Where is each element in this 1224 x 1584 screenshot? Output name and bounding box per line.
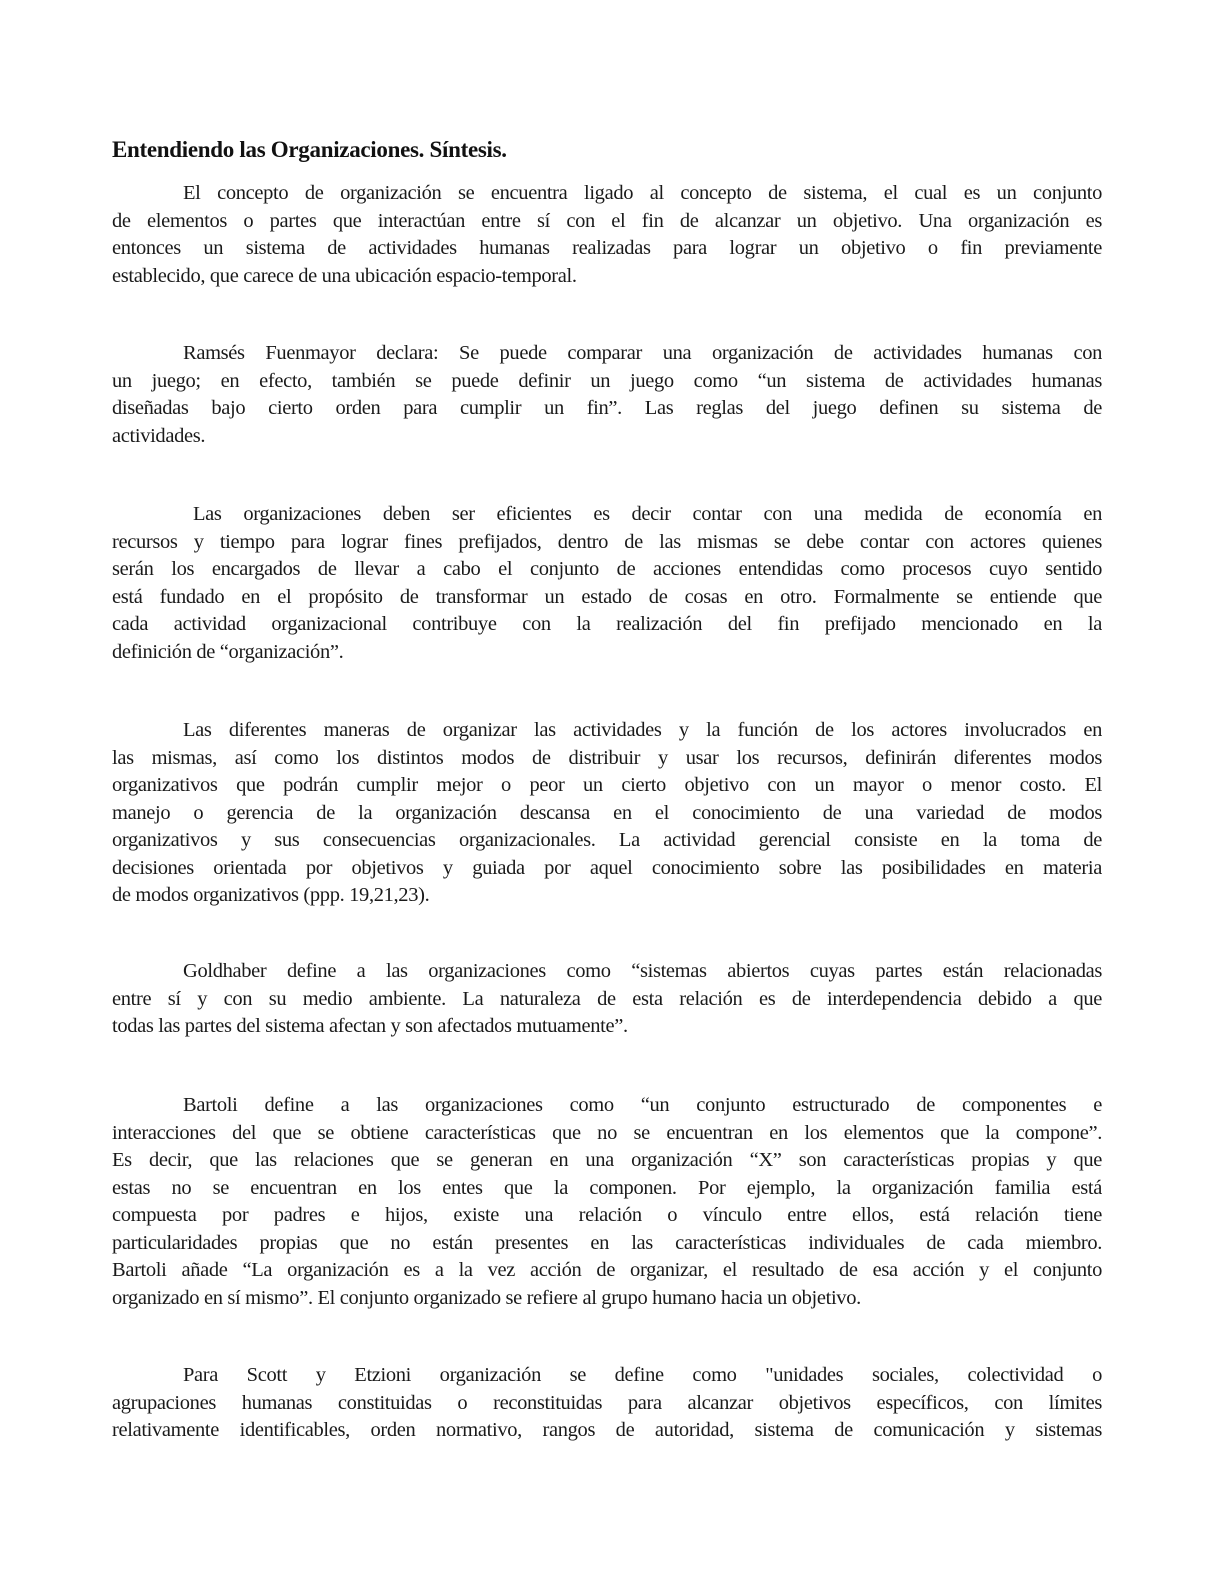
- paragraph-maneras: [112, 717, 1102, 910]
- paragraph-line: serán los encargados de llevar a cabo el conjunto de acciones entendidas como procesos cuyo sentido: [112, 558, 1102, 580]
- paragraph-line: cada actividad organizacional contribuye con la realización del fin prefijado mencionado en la: [112, 613, 1102, 635]
- paragraph-line: compuesta por padres e hijos, existe una relación o vínculo entre ellos, está relación tiene: [112, 1204, 1102, 1226]
- paragraph-line: diseñadas bajo cierto orden para cumplir un fin”. Las reglas del juego definen su sistema de: [112, 397, 1102, 419]
- paragraph-line: decisiones orientada por objetivos y guiada por aquel conocimiento sobre las posibilidades en materia: [112, 856, 1102, 879]
- paragraph-fuenmayor: [112, 340, 1102, 450]
- paragraph-line: relativamente identificables, orden normativo, rangos de autoridad, sistema de comunicación y sistemas: [112, 1419, 1102, 1441]
- paragraph-concepto: [112, 180, 1102, 290]
- paragraph-goldhaber: [112, 958, 1102, 1041]
- document-title: Entendiendo las Organizaciones. Síntesis.: [112, 137, 507, 162]
- paragraph-line: de modos organizativos (ppp. 19,21,23).: [112, 884, 430, 906]
- paragraph-line: de elementos o partes que interactúan entre sí con el fin de alcanzar un objetivo. Una organización es: [112, 209, 1102, 232]
- paragraph-line: Para Scott y Etzioni organización se define como "unidades sociales, colectividad o: [183, 1364, 1102, 1386]
- paragraph-line: Las diferentes maneras de organizar las actividades y la función de los actores involucrados en: [183, 719, 1102, 741]
- paragraph-line: definición de “organización”.: [112, 640, 344, 663]
- paragraph-scott-etzioni: [112, 1362, 1102, 1445]
- paragraph-line: entonces un sistema de actividades humanas realizadas para lograr un objetivo o fin previamente: [112, 237, 1102, 259]
- paragraph-line: estas no se encuentran en los entes que la componen. Por ejemplo, la organización familia está: [112, 1176, 1102, 1199]
- paragraph-line: recursos y tiempo para lograr fines prefijados, dentro de las mismas se debe contar con actores quienes: [112, 530, 1102, 553]
- paragraph-line: establecido, que carece de una ubicación espacio-temporal.: [112, 264, 577, 287]
- paragraph-line: un juego; en efecto, también se puede definir un juego como “un sistema de actividades humanas: [112, 369, 1102, 392]
- paragraph-eficientes: [112, 501, 1102, 666]
- paragraph-line: Las organizaciones deben ser eficientes es decir contar con una medida de economía en: [193, 503, 1102, 525]
- paragraph-line: interacciones del que se obtiene características que no se encuentran en los elementos que la compone”.: [112, 1121, 1102, 1144]
- paragraph-line: organizado en sí mismo”. El conjunto organizado se refiere al grupo humano hacia un objetivo.: [112, 1286, 861, 1309]
- paragraph-line: Ramsés Fuenmayor declara: Se puede comparar una organización de actividades humanas con: [183, 342, 1102, 364]
- paragraph-line: Bartoli define a las organizaciones como “un conjunto estructurado de componentes e: [183, 1094, 1102, 1116]
- paragraph-line: las mismas, así como los distintos modos de distribuir y usar los recursos, definirán diferentes modos: [112, 746, 1102, 769]
- paragraph-line: actividades.: [112, 424, 206, 447]
- paragraph-line: Goldhaber define a las organizaciones como “sistemas abiertos cuyas partes están relacionadas: [183, 960, 1102, 982]
- paragraph-line: Es decir, que las relaciones que se generan en una organización “X” son características propias y que: [112, 1149, 1102, 1171]
- paragraph-bartoli: [112, 1092, 1102, 1312]
- paragraph-line: agrupaciones humanas constituidas o reconstituidas para alcanzar objetivos específicos, con límites: [112, 1391, 1102, 1414]
- paragraph-line: organizativos y sus consecuencias organizacionales. La actividad gerencial consiste en la toma de: [112, 829, 1102, 851]
- paragraph-line: manejo o gerencia de la organización descansa en el conocimiento de una variedad de modos: [112, 801, 1102, 824]
- paragraph-line: está fundado en el propósito de transformar un estado de cosas en otro. Formalmente se entiende que: [112, 585, 1102, 608]
- paragraph-line: Bartoli añade “La organización es a la vez acción de organizar, el resultado de esa acción y el conjunto: [112, 1259, 1102, 1281]
- paragraph-line: entre sí y con su medio ambiente. La naturaleza de esta relación es de interdependencia debido a que: [112, 987, 1102, 1010]
- paragraph-line: organizativos que podrán cumplir mejor o peor un cierto objetivo con un mayor o menor costo. El: [112, 774, 1102, 796]
- paragraph-line: El concepto de organización se encuentra ligado al concepto de sistema, el cual es un conjunto: [183, 182, 1102, 204]
- paragraph-line: particularidades propias que no están presentes en las características individuales de cada miembro.: [112, 1231, 1102, 1254]
- paragraph-line: todas las partes del sistema afectan y son afectados mutuamente”.: [112, 1015, 628, 1037]
